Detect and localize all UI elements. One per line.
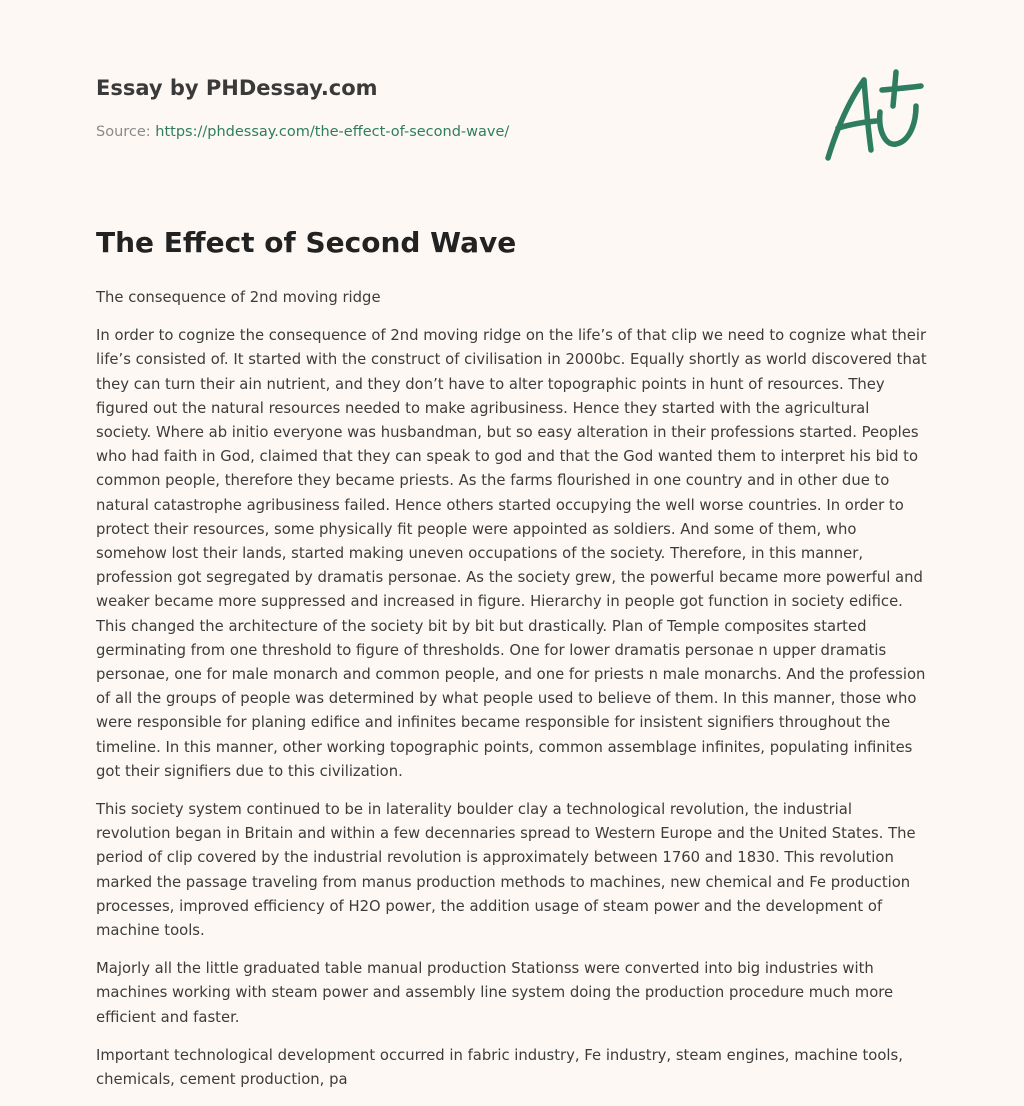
essay-paragraph: This society system continued to be in laterality boulder clay a technological revolution, the industrial revolution began in Britain and within a few decennaries spread to Western Europe and the United States. The period of clip covered by the industrial revolution is approximately between 1760 and 1830. This revolution marked the passage traveling from manus production methods to machines, new chemical and Fe production processes, improved efficiency of H2O power, the addition usage of steam power and the development of machine tools. <box>96 801 916 940</box>
source-label: Source: <box>96 124 151 140</box>
a-plus-grade-icon <box>824 66 928 166</box>
essay-paragraph: Important technological development occurred in fabric industry, Fe industry, steam engines, machine tools, chemicals, cement production, pa <box>96 1046 903 1089</box>
essay-title: The Effect of Second Wave <box>96 226 517 259</box>
essay-paragraph: In order to cognize the consequence of 2nd moving ridge on the life’s of that clip we need to cognize what their life’s consisted of. It started with the construct of civilisation in 2000bc. Equally shortly as world discovered that they can turn their ain nutrient, and they don’t have to alter topographic points in hunt of resources. They figured out the natural resources needed to make agribusiness. Hence they started with the agricultural society. Where ab initio everyone was husbandman, but so easy alteration in their professions started. Peoples who had faith in God, claimed that they can speak to god and that the God wanted them to interpret his bid to common people, therefore they became priests. As the farms flourished in one country and in other due to natural catastrophe agribusiness failed. Hence others started occupying the well worse countries. In order to protect their resources, some physically fit people were appointed as soldiers. And some of them, who somehow lost their lands, started making uneven occupations of the society. Therefore, in this manner, profession got segregated by dramatis personae. As the society grew, the powerful became more powerful and weaker became more suppressed and increased in figure. Hierarchy in people got function in society edifice. This changed the architecture of the society bit by bit but drastically. Plan of Temple composites started germinating from one threshold to figure of thresholds. One for lower dramatis personae n upper dramatis personae, one for male monarch and common people, and one for priests n male monarchs. And the profession of all the groups of people was determined by what people used to believe of them. In this manner, those who were responsible for planing edifice and infinites became responsible for insistent signifiers throughout the timeline. In this manner, other working topographic points, common assemblage infinites, populating infinites got their signifiers due to this civilization. <box>96 327 927 780</box>
source-link[interactable]: https://phdessay.com/the-effect-of-second-wave/ <box>155 124 510 140</box>
source-line <box>96 124 509 140</box>
essay-body <box>96 286 928 1106</box>
essay-paragraph: Majorly all the little graduated table manual production Stationss were converted into big industries with machines working with steam power and assembly line system doing the production procedure much more efficient and faster. <box>96 960 894 1026</box>
site-title: Essay by PHDessay.com <box>96 76 378 100</box>
essay-paragraph: The consequence of 2nd moving ridge <box>96 289 381 306</box>
